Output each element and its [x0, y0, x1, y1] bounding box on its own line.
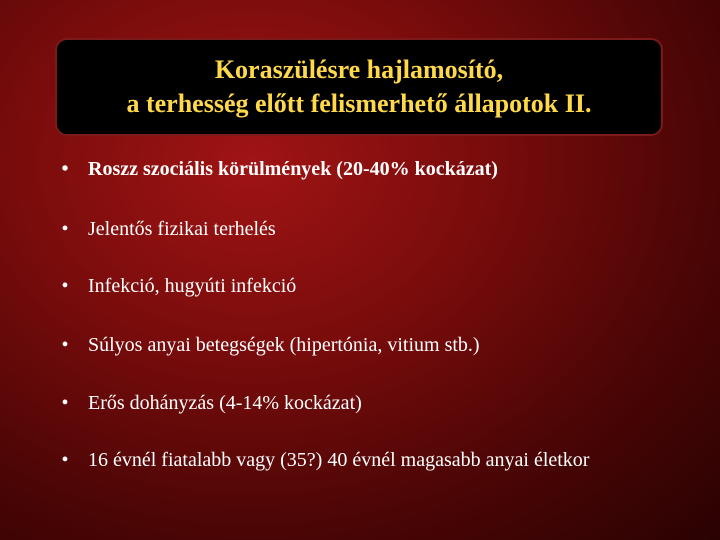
list-item-text: Erős dohányzás (4-14% kockázat): [88, 392, 362, 414]
bullet-marker: •: [61, 334, 69, 356]
bullet-marker: •: [61, 275, 69, 297]
list-item: [58, 392, 362, 414]
slide-title-line-1: Koraszülésre hajlamosító,: [214, 55, 504, 84]
slide-title-line-2: a terhesség előtt felismerhető állapotok II.: [126, 89, 592, 118]
list-item-text: 16 évnél fiatalabb vagy (35?) 40 évnél magasabb anyai életkor: [88, 449, 590, 471]
bullet-marker: •: [61, 218, 69, 240]
list-item-text: Jelentős fizikai terhelés: [88, 218, 276, 240]
list-item: [58, 449, 648, 471]
slide-title-box: [55, 38, 663, 136]
bullet-marker: •: [61, 158, 69, 180]
list-item: [58, 275, 296, 297]
list-item-text: Infekció, hugyúti infekció: [88, 275, 297, 297]
list-item-text: Roszz szociális körülmények (20-40% kockázat): [88, 158, 498, 180]
list-item-text: Súlyos anyai betegségek (hipertónia, vitium stb.): [88, 334, 480, 356]
list-item: [58, 218, 276, 240]
bullet-marker: •: [61, 392, 69, 414]
list-item: [58, 158, 498, 180]
list-item: [58, 334, 480, 356]
bullet-marker: •: [61, 449, 69, 471]
